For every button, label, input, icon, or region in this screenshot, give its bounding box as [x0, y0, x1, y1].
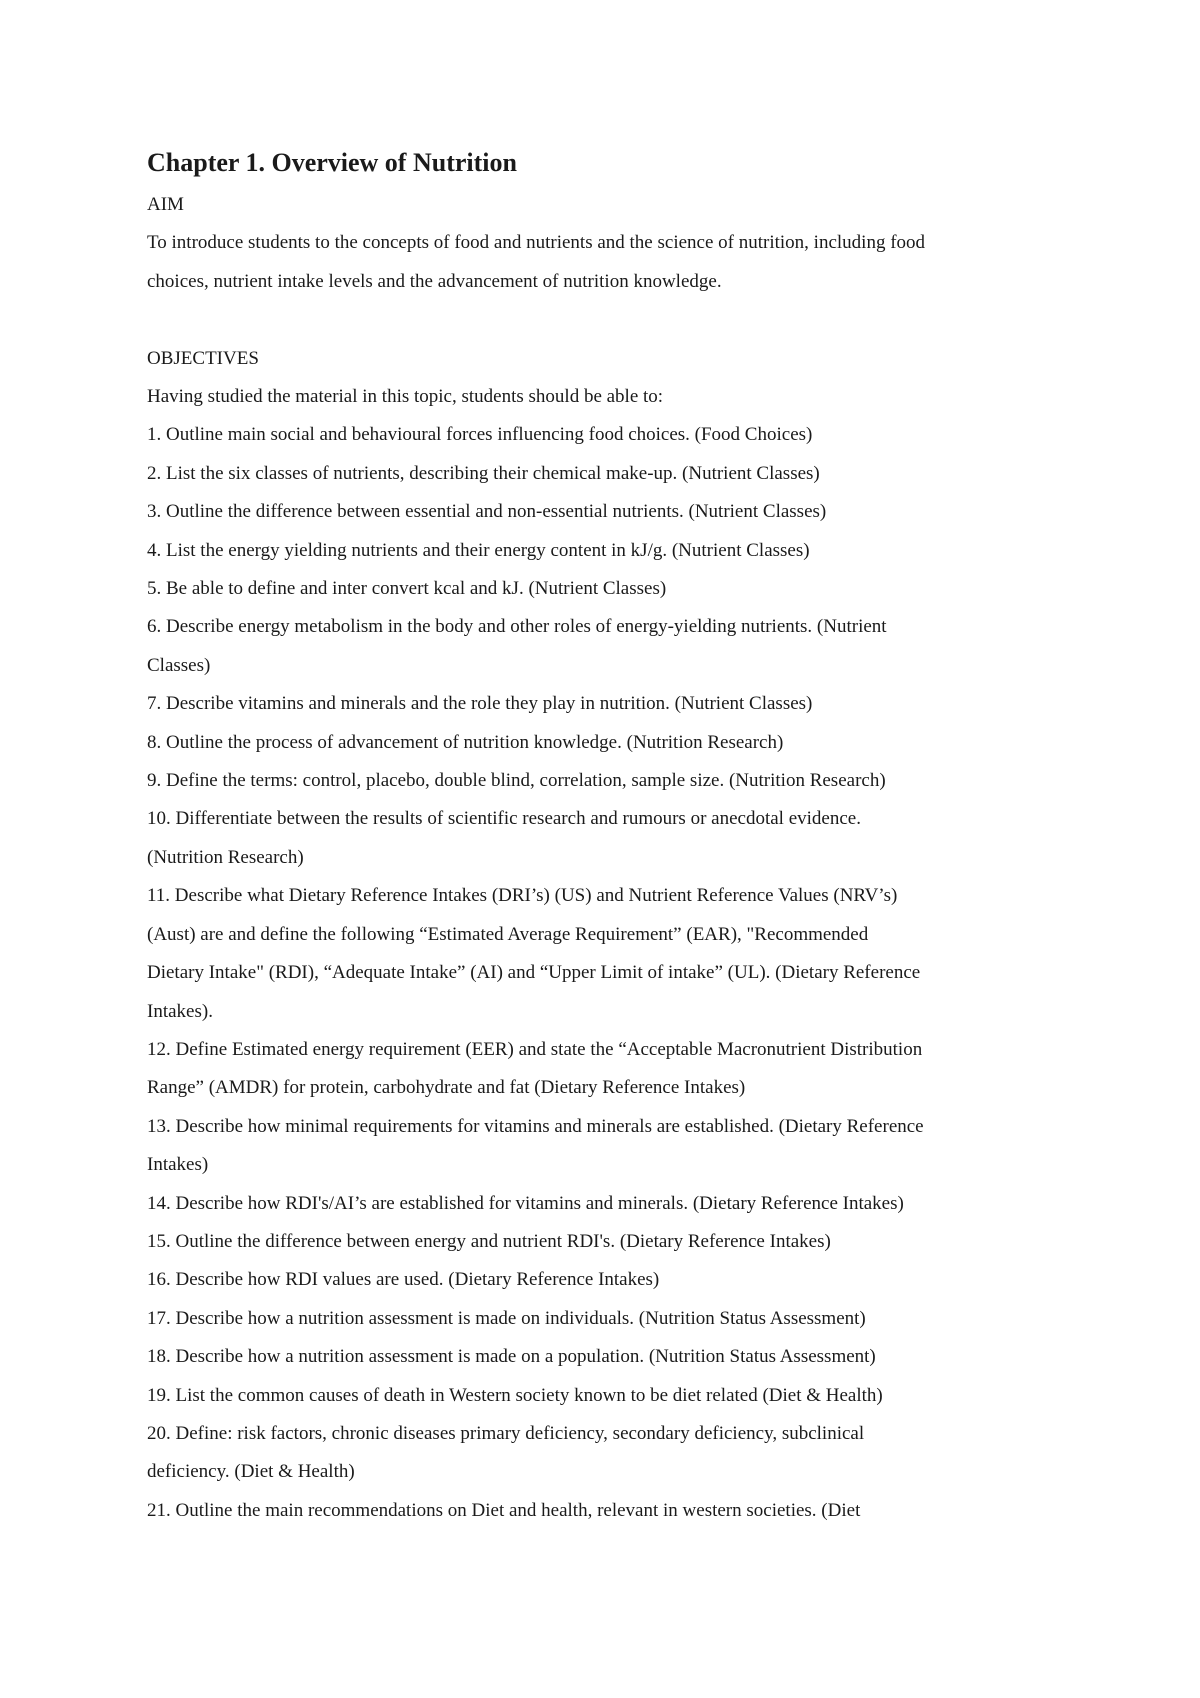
objective-line: 2. List the six classes of nutrients, describing their chemical make-up. (Nutrient Classes) [147, 462, 820, 484]
objective-line: 18. Describe how a nutrition assessment is made on a population. (Nutrition Status Assessment) [147, 1346, 876, 1368]
objective-line: 14. Describe how RDI's/AI’s are established for vitamins and minerals. (Dietary Reference Intakes) [147, 1192, 904, 1214]
objective-line: Intakes). [147, 1000, 213, 1022]
objective-line: 16. Describe how RDI values are used. (Dietary Reference Intakes) [147, 1269, 660, 1291]
objective-line: 12. Define Estimated energy requirement (EER) and state the “Acceptable Macronutrient Distribution [147, 1038, 923, 1060]
objective-line: 13. Describe how minimal requirements for vitamins and minerals are established. (Dietary Reference [147, 1115, 924, 1137]
objectives-label: OBJECTIVES [147, 347, 259, 369]
objective-line: 7. Describe vitamins and minerals and the role they play in nutrition. (Nutrient Classes) [147, 693, 813, 715]
objective-line: 9. Define the terms: control, placebo, double blind, correlation, sample size. (Nutrition Research) [147, 770, 886, 792]
objective-line: Range” (AMDR) for protein, carbohydrate and fat (Dietary Reference Intakes) [147, 1077, 746, 1099]
objective-line: 17. Describe how a nutrition assessment is made on individuals. (Nutrition Status Assessment) [147, 1307, 866, 1329]
objective-line: 6. Describe energy metabolism in the body and other roles of energy-yielding nutrients. (Nutrient [147, 616, 887, 638]
objective-line: 21. Outline the main recommendations on Diet and health, relevant in western societies. (Diet [147, 1499, 861, 1521]
objective-line: 19. List the common causes of death in Western society known to be diet related (Diet & Health) [147, 1384, 883, 1406]
objective-line: 5. Be able to define and inter convert kcal and kJ. (Nutrient Classes) [147, 578, 667, 600]
objective-line: 11. Describe what Dietary Reference Intakes (DRI’s) (US) and Nutrient Reference Values (NRV’s) [147, 885, 898, 907]
objective-line: 20. Define: risk factors, chronic diseases primary deficiency, secondary deficiency, subclinical [147, 1422, 865, 1444]
objective-line: deficiency. (Diet & Health) [147, 1461, 355, 1483]
objective-line: (Aust) are and define the following “Estimated Average Requirement” (EAR), "Recommended [147, 923, 869, 945]
objective-line: Classes) [147, 654, 211, 676]
objective-line: 1. Outline main social and behavioural forces influencing food choices. (Food Choices) [147, 424, 813, 446]
objective-line: 4. List the energy yielding nutrients and their energy content in kJ/g. (Nutrient Classes) [147, 539, 810, 561]
paragraph-spacer [147, 301, 1067, 339]
aim-label: AIM [147, 194, 184, 215]
objective-line: 15. Outline the difference between energy and nutrient RDI's. (Dietary Reference Intakes) [147, 1230, 831, 1252]
aim-line: To introduce students to the concepts of food and nutrients and the science of nutrition, including food [147, 232, 926, 254]
chapter-title: Chapter 1. Overview of Nutrition [147, 148, 517, 177]
objective-line: Intakes) [147, 1154, 209, 1176]
objective-line: 3. Outline the difference between essential and non-essential nutrients. (Nutrient Classes) [147, 501, 827, 523]
objective-line: Dietary Intake" (RDI), “Adequate Intake” (AI) and “Upper Limit of intake” (UL). (Dietary Reference [147, 962, 921, 984]
aim-line: choices, nutrient intake levels and the advancement of nutrition knowledge. [147, 270, 722, 292]
objective-line: 8. Outline the process of advancement of nutrition knowledge. (Nutrition Research) [147, 731, 784, 753]
objectives-intro: Having studied the material in this topic, students should be able to: [147, 386, 664, 408]
objectives-list [147, 416, 1067, 1530]
document-page [147, 146, 1067, 1530]
objective-line: (Nutrition Research) [147, 846, 304, 868]
objective-line: 10. Differentiate between the results of scientific research and rumours or anecdotal evidence. [147, 808, 861, 830]
aim-text [147, 224, 1067, 301]
